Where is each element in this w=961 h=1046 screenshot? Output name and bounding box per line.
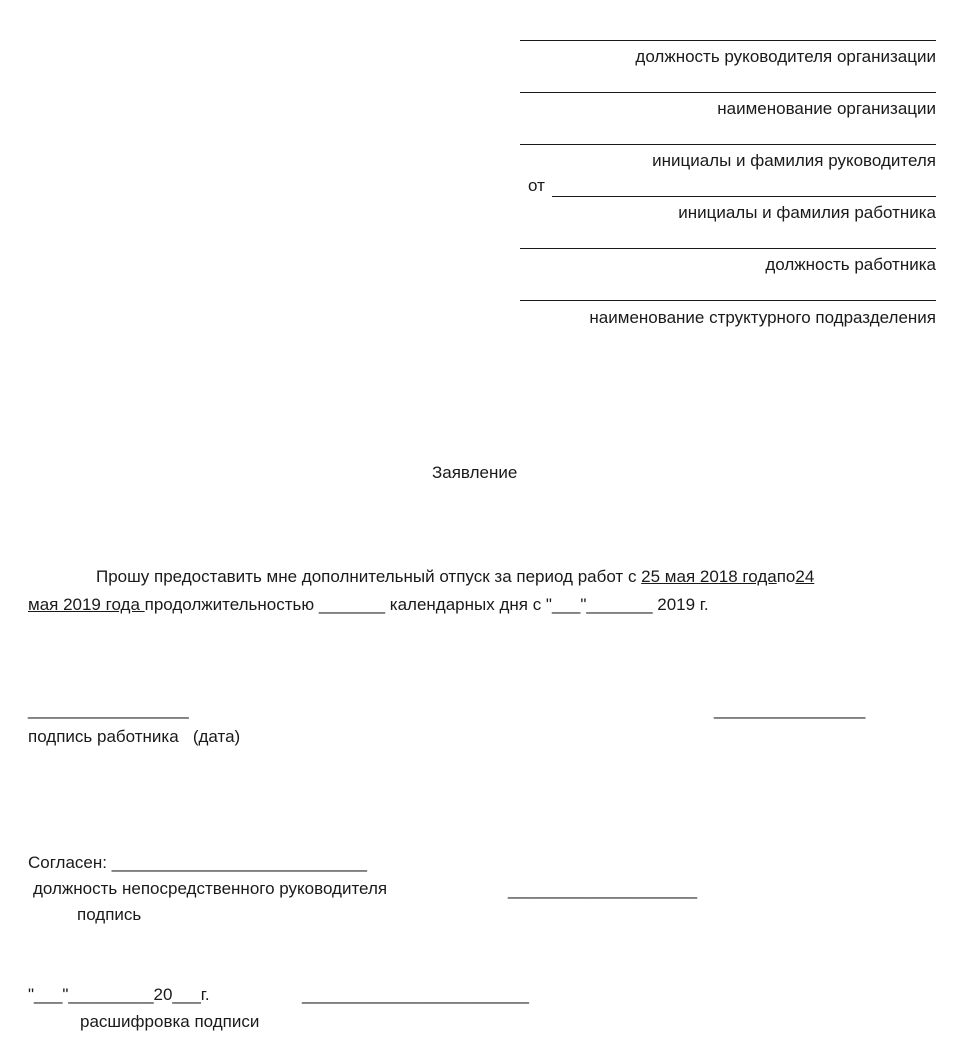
header-line-5 [520, 248, 936, 249]
header-caption-organization: наименование организации [717, 99, 936, 118]
request-tail-text: продолжительностью _______ календарных дня с "___"_______ 2019 г. [144, 595, 709, 614]
footer-decode-caption: расшифровка подписи [80, 1012, 260, 1031]
header-caption-employee-name: инициалы и фамилия работника [678, 203, 936, 222]
employee-sign-caption: подпись работника (дата) [28, 727, 241, 746]
header-caption-position: должность руководителя организации [635, 47, 936, 66]
header-line-1 [520, 40, 936, 41]
footer-date: "___"_________20___г. [28, 985, 210, 1004]
footer-decode-line: ________________________ [302, 985, 529, 1004]
employee-sign-line: _________________ [28, 700, 189, 719]
date-from: 25 мая 2018 года [641, 567, 777, 586]
approval-position-caption: должность непосредственного руководителя [33, 879, 388, 898]
approval-signature-caption: подпись [77, 905, 142, 924]
approval-label: Согласен: ___________________________ [28, 853, 367, 872]
header-line-2 [520, 92, 936, 93]
header-prefix-from: от [528, 176, 545, 195]
po-word: по [776, 567, 796, 586]
request-line-2 [28, 595, 709, 615]
date-to-day: 24 [795, 567, 815, 586]
header-line-4 [552, 196, 936, 197]
employee-date-line: ________________ [714, 700, 866, 719]
header-line-6 [520, 300, 936, 301]
header-line-3 [520, 144, 936, 145]
request-lead-text: Прошу предоставить мне дополнительный отпуск за период работ с [96, 567, 642, 586]
request-line-1 [96, 567, 814, 587]
document-title: Заявление [432, 463, 518, 482]
date-to-rest: мая 2019 года [28, 595, 145, 614]
header-caption-department: наименование структурного подразделения [589, 308, 936, 327]
header-caption-employee-position: должность работника [765, 255, 936, 274]
header-caption-manager-name: инициалы и фамилия руководителя [652, 151, 936, 170]
approval-signature-line: ____________________ [508, 880, 698, 899]
